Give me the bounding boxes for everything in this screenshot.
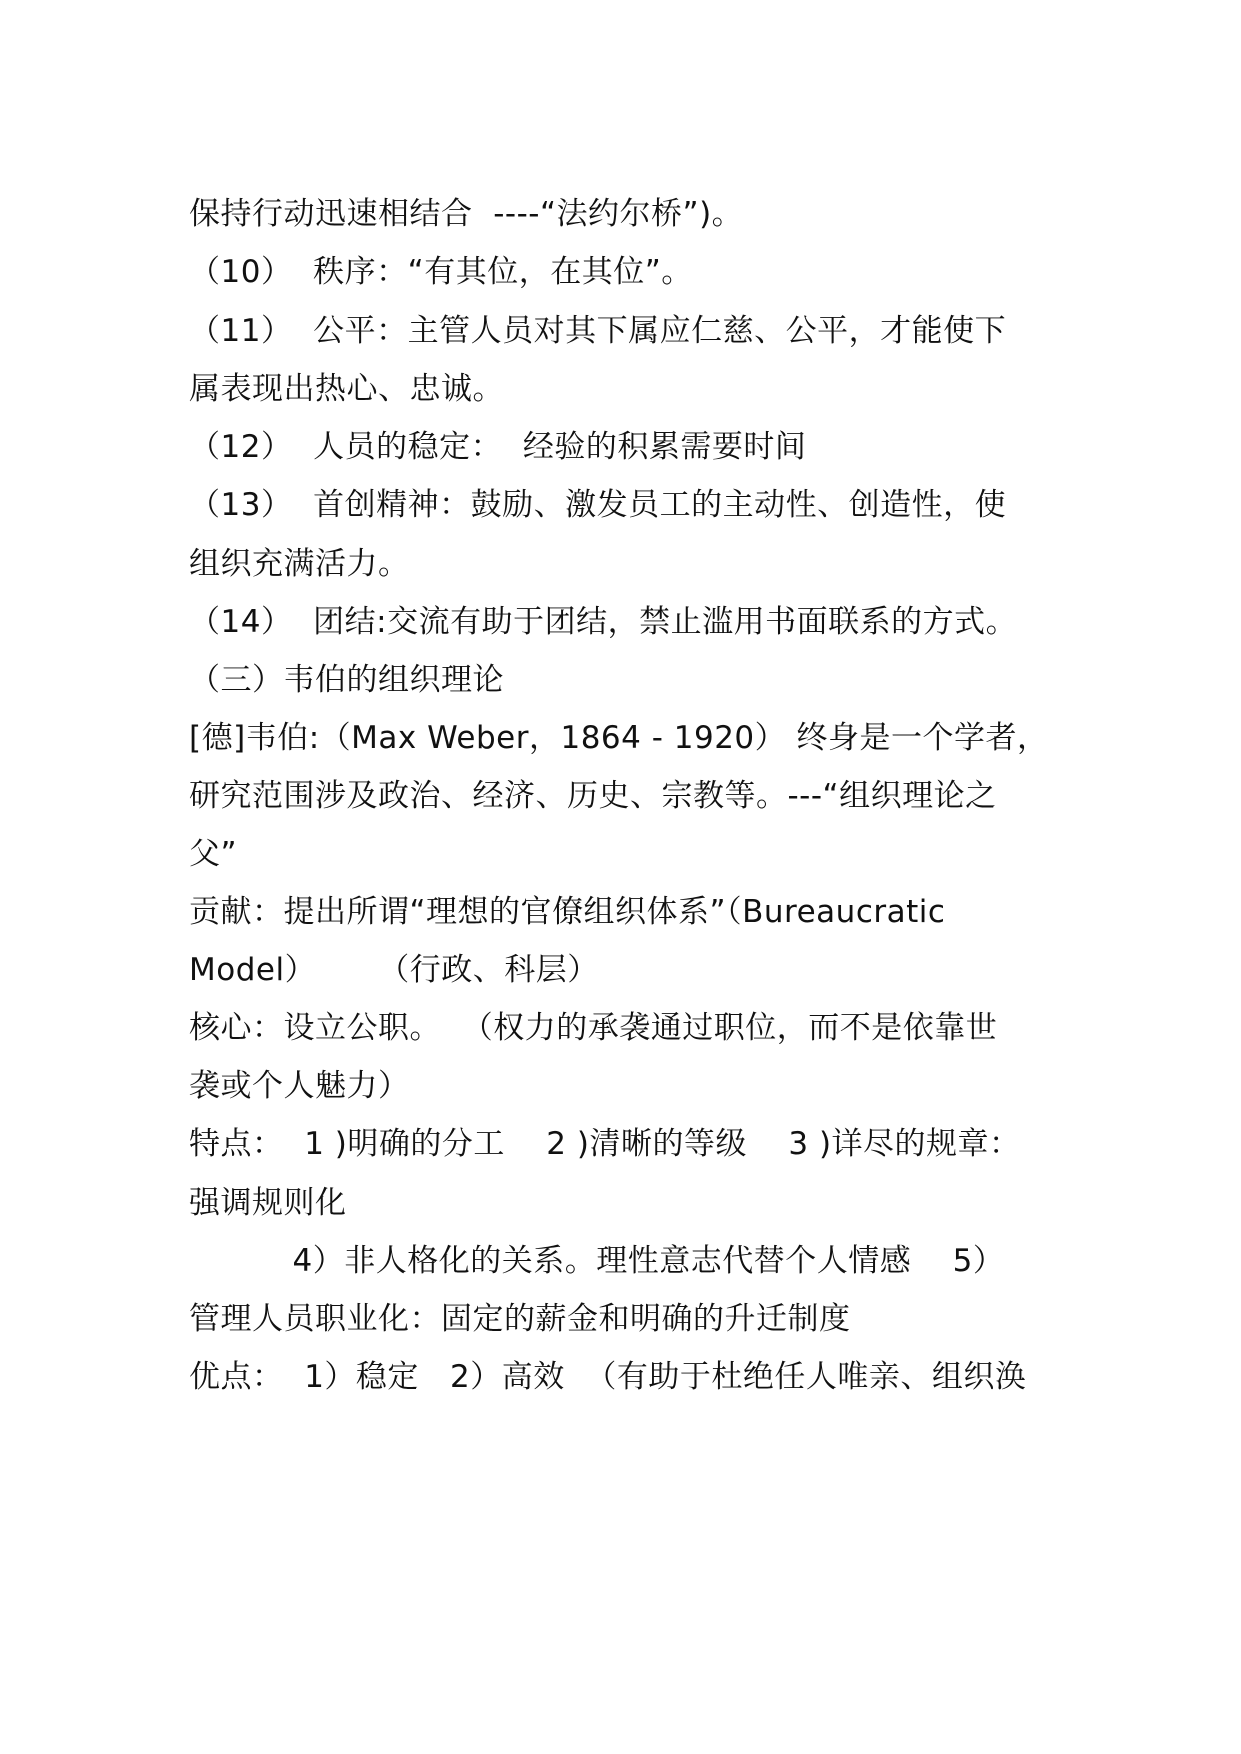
section-heading: （三）韦伯的组织理论 bbox=[189, 662, 504, 698]
text-line: 袭或个人魅力） bbox=[189, 1068, 410, 1104]
text-line: 管理人员职业化：固定的薪金和明确的升迁制度 bbox=[189, 1301, 851, 1337]
text-line: 父” bbox=[189, 836, 238, 872]
text-line: 优点： 1）稳定 2）高效 （有助于杜绝任人唯亲、组织涣 bbox=[189, 1359, 1027, 1395]
text-line: （13） 首创精神：鼓励、激发员工的主动性、创造性，使 bbox=[189, 487, 1007, 523]
text-line: 贡献：提出所谓“理想的官僚组织体系”（Bureaucratic bbox=[189, 894, 946, 930]
text-line: [德]韦伯:（Max Weber，1864 - 1920） 终身是一个学者， bbox=[189, 720, 1049, 756]
text-line: 4）非人格化的关系。理性意志代替个人情感 5） bbox=[189, 1243, 1005, 1279]
text-line: （10） 秩序：“有其位，在其位”。 bbox=[189, 254, 693, 290]
text-line: 保持行动迅速相结合 ----“法约尔桥”)。 bbox=[189, 196, 744, 232]
text-line: 强调规则化 bbox=[189, 1185, 347, 1221]
text-line: （11） 公平：主管人员对其下属应仁慈、公平，才能使下 bbox=[189, 313, 1007, 349]
text-line: Model） （行政、科层） bbox=[189, 952, 599, 988]
text-line: （14） 团结:交流有助于团结，禁止滥用书面联系的方式。 bbox=[189, 604, 1018, 640]
text-line: （12） 人员的稳定： 经验的积累需要时间 bbox=[189, 429, 807, 465]
text-line: 核心：设立公职。 （权力的承袭通过职位，而不是依靠世 bbox=[189, 1010, 998, 1046]
text-line: 组织充满活力。 bbox=[189, 546, 410, 582]
text-line: 研究范围涉及政治、经济、历史、宗教等。---“组织理论之 bbox=[189, 778, 997, 814]
text-line: 特点： 1 )明确的分工 2 )清晰的等级 3 )详尽的规章： bbox=[189, 1126, 1021, 1162]
text-line: 属表现出热心、忠诚。 bbox=[189, 371, 504, 407]
